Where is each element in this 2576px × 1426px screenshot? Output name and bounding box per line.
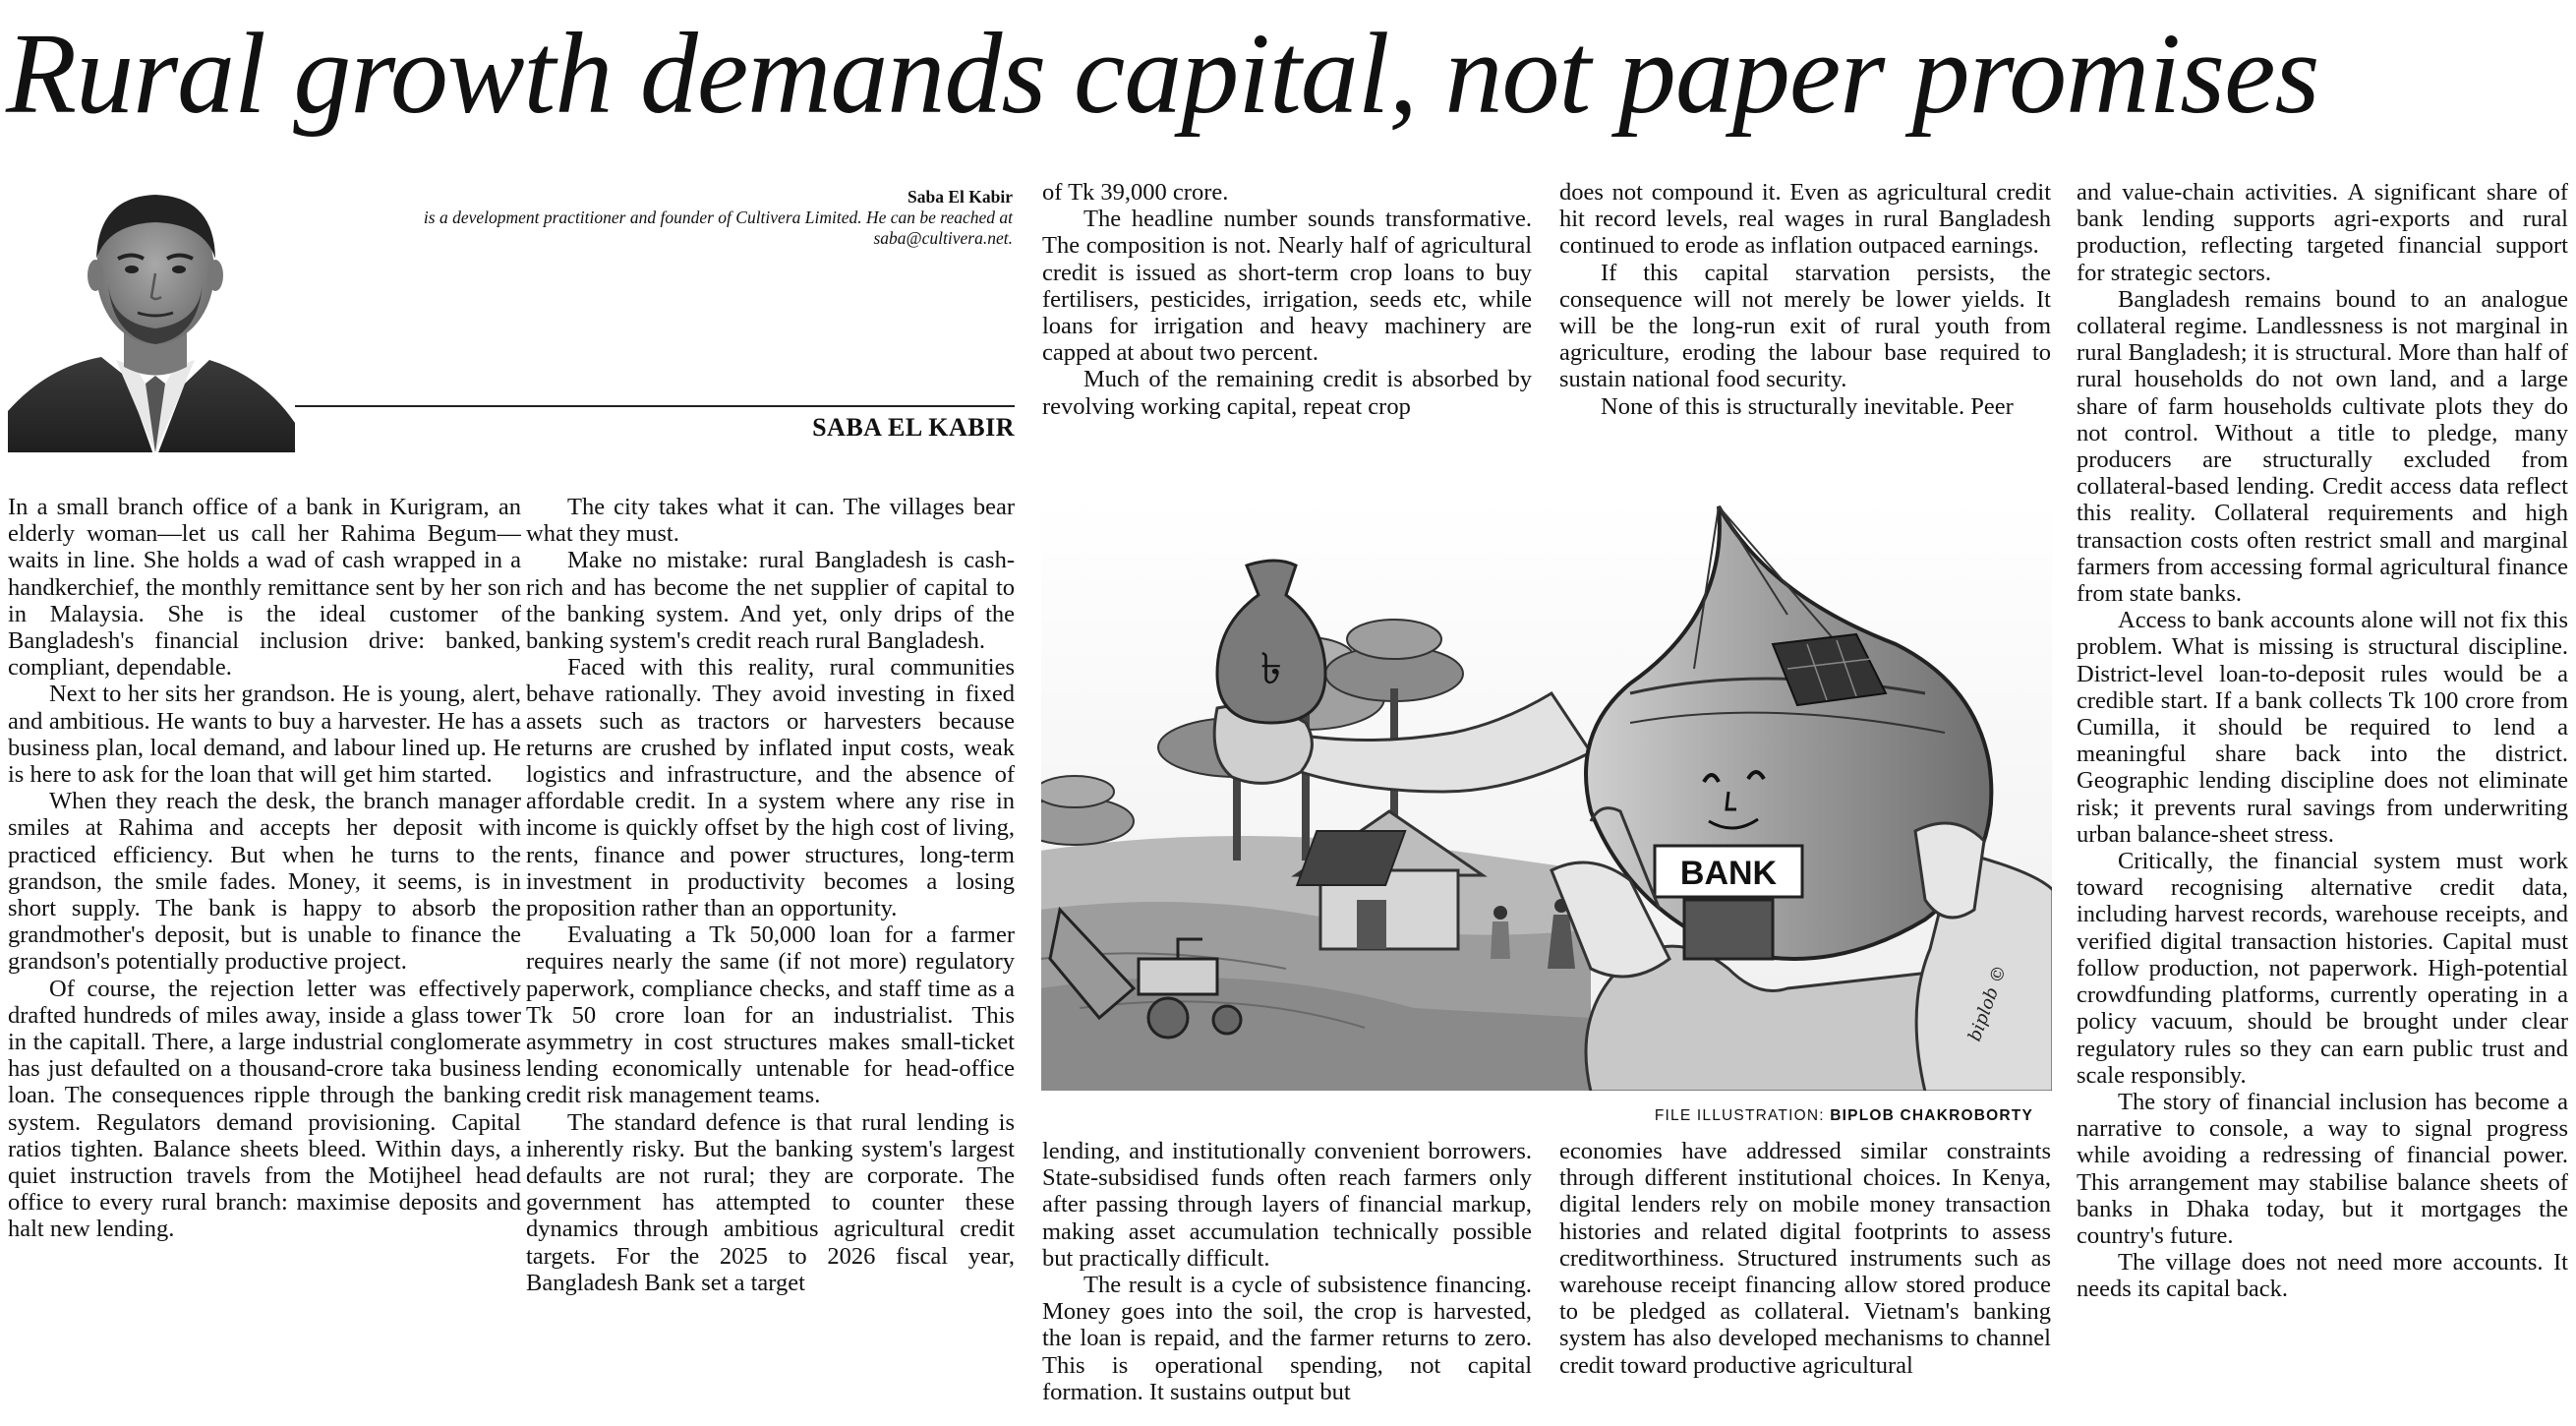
column-4-bottom <box>1559 1138 2051 1423</box>
paragraph: Evaluating a Tk 50,000 loan for a farmer requires nearly the same (if not more) regulatory paperwork, compliance checks, and staff time as a Tk 50 crore loan for an industrialist. This asymmetry in cost structures makes small-ticket lending economically untenable for head-office credit risk management teams. <box>526 921 1015 1109</box>
paragraph: Much of the remaining credit is absorbed by revolving working capital, repeat crop <box>1042 366 1532 420</box>
paragraph: does not compound it. Even as agricultural credit hit record levels, real wages in rural Bangladesh continued to erode as inflation outpaced earnings. <box>1559 179 2051 260</box>
taka-symbol: ৳ <box>1260 644 1282 694</box>
headline: Rural growth demands capital, not paper promises <box>6 9 2319 138</box>
caption-prefix: FILE ILLUSTRATION: <box>1654 1107 1825 1124</box>
paragraph: Of course, the rejection letter was effectively drafted hundreds of miles away, inside a glass tower in the capitall. There, a large industrial conglomerate has just defaulted on a thousand-crore taka business loan. The consequences ripple through the banking system. Regulators demand provisioning. Capital ratios tighten. Balance sheets bleed. Within days, a quiet instruction travels from the Motijheel head office to every rural branch: maximise deposits and halt new lending. <box>8 975 521 1243</box>
paragraph: Faced with this reality, rural communities behave rationally. They avoid investing in fixed assets such as tractors or harvesters because returns are crushed by inflated input costs, weak logistics and infrastructure, and the absence of affordable credit. In a system where any rise in income is quickly offset by the high cost of living, rents, finance and power structures, long-term investment in productivity becomes a losing proposition rather than an opportunity. <box>526 654 1015 922</box>
paragraph: Access to bank accounts alone will not fix this problem. What is missing is structural discipline. District-level loan-to-deposit rules would be a credible start. If a bank collects Tk 100 crore from Cumilla, it should be required to lend a meaningful share back into the district. Geographic lending discipline does not eliminate risk; it prevents rural savings from underwriting urban balance-sheet stress. <box>2077 607 2568 848</box>
paragraph: lending, and institutionally convenient borrowers. State-subsidised funds often reach farmers only after passing through layers of financial markup, making asset accumulation technically possible but practically difficult. <box>1042 1138 1532 1272</box>
illustration-caption <box>1040 1107 2033 1125</box>
paragraph: The headline number sounds transformative. The composition is not. Nearly half of agricultural credit is issued as short-term crop loans to buy fertilisers, pesticides, irrigation, seeds etc, while loans for irrigation and heavy machinery are capped at about two percent. <box>1042 206 1532 367</box>
paragraph: Next to her sits her grandson. He is young, alert, and ambitious. He wants to buy a harvester. He has a business plan, local demand, and labour lined up. He is here to ask for the loan that will get him started. <box>8 681 521 789</box>
paragraph: of Tk 39,000 crore. <box>1042 179 1229 206</box>
illustrator-signature: biplob © <box>1963 962 2012 1044</box>
author-photo <box>8 165 295 452</box>
paragraph: Critically, the financial system must work toward recognising alternative credit data, including harvest records, warehouse receipts, and verified digital transaction histories. Capital must follow production, not paperwork. High-potential crowdfunding platforms, currently operating in a policy vacuum, should be brought under clear regulatory rules so they can earn public trust and scale responsibly. <box>2077 848 2568 1089</box>
paragraph: Make no mistake: rural Bangladesh is cash-rich and has become the net supplier of capital to the banking system. And yet, only drips of the banking system's credit reach rural Bangladesh. <box>526 547 1015 655</box>
paragraph: If this capital starvation persists, the consequence will not merely be lower yields. It will be the long-run exit of rural youth from agriculture, eroding the labour base required to sustain national food security. <box>1559 259 2051 393</box>
paragraph: Bangladesh remains bound to an analogue collateral regime. Landlessness is not marginal in rural Bangladesh; it is structural. More than half of rural households do not own land, and a large share of farm households cultivate plots they do not control. Without a title to pledge, many producers are structurally excluded from collateral-based lending. Credit access data reflect this reality. Collateral requirements and high transaction costs often restrict small and marginal farmers from accessing formal agricultural finance from state banks. <box>2077 285 2568 608</box>
paragraph: The standard defence is that rural lending is inherently risky. But the banking system's largest defaults are not rural; they are corporate. The government has attempted to counter these dynamics through ambitious agricultural credit targets. For the 2025 to 2026 fiscal year, Bangladesh Bank set a target <box>526 1108 1015 1296</box>
author-caps: SABA EL KABIR <box>812 413 1015 442</box>
paragraph: When they reach the desk, the branch manager smiles at Rahima and accepts her deposit with practiced efficiency. But when he turns to the grandson, the smile fades. Money, it seems, is in short supply. The bank is happy to absorb the grandmother's deposit, but is unable to finance the grandson's potentially productive project. <box>8 788 521 976</box>
paragraph: The village does not need more accounts. It needs its capital back. <box>2077 1249 2568 1303</box>
column-3-bottom <box>1042 1138 1532 1423</box>
paragraph: The city takes what it can. The villages bear what they must. <box>526 494 1015 548</box>
column-5 <box>2077 179 2568 1423</box>
column-2 <box>526 494 1015 1423</box>
paragraph: None of this is structurally inevitable. Peer <box>1601 392 2014 420</box>
author-description: is a development practitioner and founder of Cultivera Limited. He can be reached at saba@cultivera.net. <box>423 208 1013 248</box>
paragraph: The story of financial inclusion has become a narrative to console, a way to signal progress while avoiding a redressing of financial power. This arrangement may stabilise balance sheets of banks in Dhaka today, but it mortgages the country's future. <box>2077 1088 2568 1249</box>
author-credit <box>324 187 1013 249</box>
caption-credit: BIPLOB CHAKROBORTY <box>1830 1107 2033 1124</box>
paragraph: economies have addressed similar constraints through different institutional choices. In Kenya, digital lenders rely on mobile money transaction histories and related digital footprints to assess creditworthiness. Structured instruments such as warehouse receipt financing allow stored produce to be pledged as collateral. Vietnam's banking system has also developed mechanisms to channel credit toward productive agricultural <box>1559 1138 2051 1379</box>
bank-illustration <box>1040 497 2053 1092</box>
paragraph: In a small branch office of a bank in Kurigram, an elderly woman—let us call her Rahima Begum—waits in line. She holds a wad of cash wrapped in a handkerchief, the monthly remittance sent by her son in Malaysia. She is the ideal customer of Bangladesh's financial inclusion drive: banked, compliant, dependable. <box>8 494 521 682</box>
column-1 <box>8 494 521 1423</box>
column-4-top <box>1559 179 2051 464</box>
author-name: Saba El Kabir <box>907 187 1013 207</box>
paragraph: and value-chain activities. A significant share of bank lending supports agri-exports and rural production, reflecting targeted financial support for strategic sectors. <box>2077 179 2568 286</box>
byline-rule <box>295 405 1015 407</box>
bank-label: BANK <box>1679 855 1778 892</box>
column-3-top <box>1042 179 1532 464</box>
paragraph: The result is a cycle of subsistence financing. Money goes into the soil, the crop is harvested, the loan is repaid, and the farmer returns to zero. This is operational spending, not capital formation. It sustains output but <box>1042 1272 1532 1405</box>
